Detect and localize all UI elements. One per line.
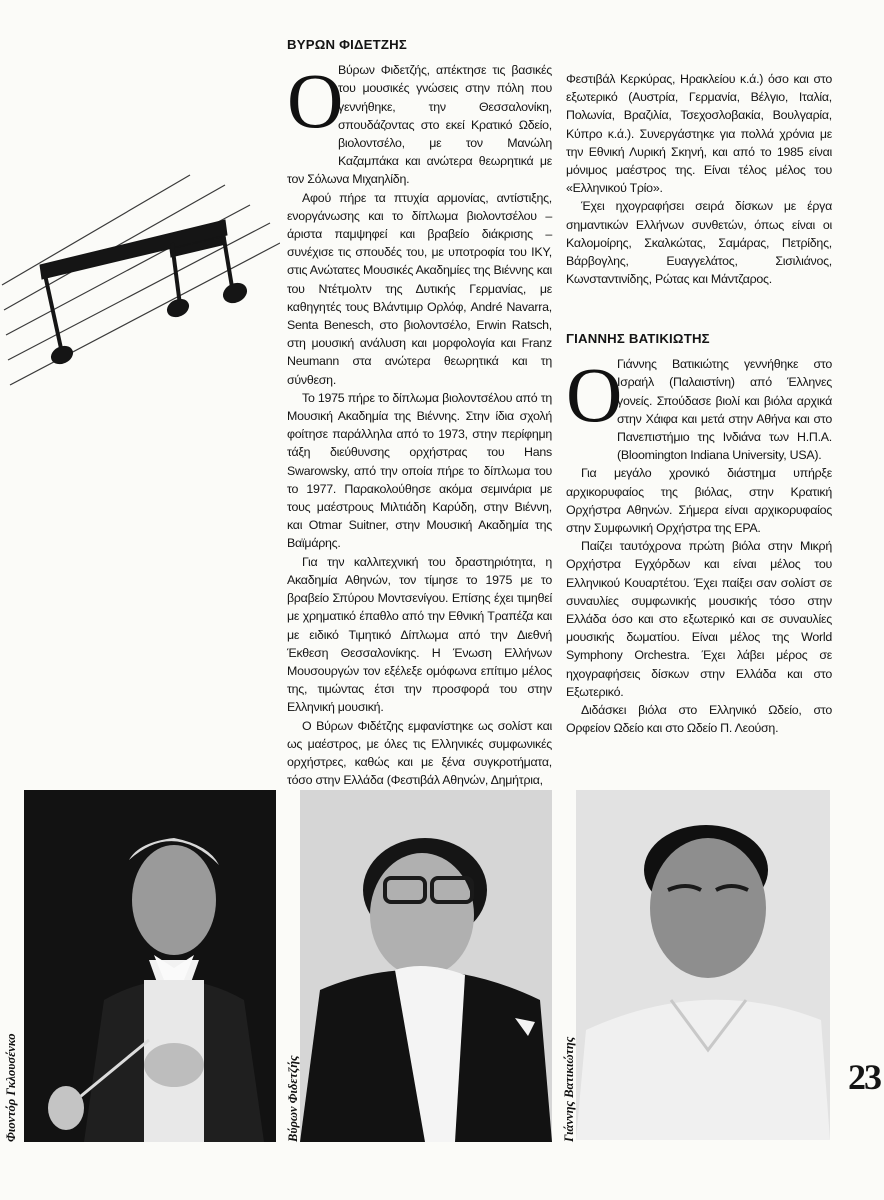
article-column-2 xyxy=(566,70,832,288)
paragraph: Διδάσκει βιόλα στο Ελληνικό Ωδείο, στο Ορφείον Ωδείο και στο Ωδείο Π. Λεούση. xyxy=(566,703,832,736)
photo-conductor xyxy=(24,790,276,1142)
photo-caption: Φιοντόρ Γκλουσένκο xyxy=(4,1033,18,1142)
paragraph: Βύρων Φιδετζής, απέκτησε τις βασικές του μουσικές γνώσεις στην πόλη που γεννήθηκε, την Θεσσαλονίκη, σπουδάζοντας στο εκεί Κρατικό Ωδείο, βιολοντσέλο, με τον Μανώλη Καζαμπάκα και ανώτερα θεωρητικά με τον Σόλωνα Μιχαηλίδη. xyxy=(287,63,552,187)
paragraph: Για την καλλιτεχνική του δραστηριότητα, η Ακαδημία Αθηνών, τον τίμησε το 1975 με το βραβείο Σπύρου Μοντσενίγου. Επίσης έχει τιμηθεί με χρηματικό έπαθλο από την Εθνική Τραπέζα και με ειδικό Τιμητικό Δίπλωμα από την Διεθνή Έκθεση Θεσσαλονίκης. Η Ένωση Ελλήνων Μουσουργών τον εξέλεξε ομόφωνα επίτιμο μέλος της, τιμώντας έτσι την προσφορά του στην Ελληνική μουσική. xyxy=(287,554,552,715)
article-column-1 xyxy=(287,36,552,789)
music-note-head xyxy=(165,296,192,320)
paragraph: Γιάννης Βατικιώτης γεννήθηκε στο Ισραήλ (Παλαιστίνη) από Έλληνες γονείς. Σπούδασε βιολί και βιόλα αρχικά στην Χάιφα και μετά στην Αθήνα και στο Πανεπιστήμιο της Ινδιάνα των Η.Π.Α. (Bloomington Indiana University, USA). xyxy=(617,357,832,463)
music-staff-illustration xyxy=(0,165,280,395)
paragraph: Για μεγάλο χρονικό διάστημα υπήρξε αρχικορυφαίος της βιόλας, στην Κρατική Ορχήστρα Αθηνών. Σήμερα είναι αρχικορυφαίος στην Συμφωνική Ορχήστρα της ΕΡΑ. xyxy=(566,466,832,536)
paragraph: Το 1975 πήρε το δίπλωμα βιολοντσέλου από τη Μουσική Ακαδημία της Βιέννης. Στην ίδια σχολή φοίτησε παράλληλα από το 1973, στην περίφημη τάξη διεύθυνσης ορχήστρας του Hans Swarowsky, από την οποία πήρε το δίπλωμα του το 1977. Παρακολούθησε ακόμα σεμινάρια με τους μαέστρους Μιλτιάδη Καρύδη, στην Βιέννη, και Otmar Suitner, στην Μουσική Ακαδημία της Βαϊμάρης. xyxy=(287,390,552,551)
paragraph: Ο Βύρων Φιδέτζης εμφανίστηκε ως σολίστ και ως μαέστρος, με όλες τις Ελληνικές συμφωνικές ορχήστρες, καθώς και με ξένα συγκροτήματα, τόσο στην Ελλάδα (Φεστιβάλ Αθηνών, Δημήτρια, xyxy=(287,718,552,788)
paragraph: Φεστιβάλ Κερκύρας, Ηρακλείου κ.ά.) όσο και στο εξωτερικό (Αυστρία, Γερμανία, Βέλγιο, Ιταλία, Πολωνία, Βραζιλία, Τσεχοσλοβακία, Βουλγαρία, Κύπρο κ.ά.). Συνεργάστηκε για πολλά χρόνια με την Εθνική Λυρική Σκηνή, και από το 1985 είναι μόνιμος μαέστρος της. Είναι τέλος μέλος του «Ελληνικού Τρίο». xyxy=(566,72,832,196)
page-number: 23 xyxy=(848,1057,880,1097)
article-heading-fidetzis: ΒΥΡΩΝ ΦΙΔΕΤΖΗΣ xyxy=(287,37,407,52)
paragraph: Αφού πήρε τα πτυχία αρμονίας, αντίστιξης, ενοργάνωσης και το δίπλωμα βιολοντσέλου – άριστα παμψηφεί και βραβείο διάκρισης – συνέχισε τις σπουδές του, με υποτροφία του ΙΚΥ, στις Ανώτατες Μουσικές Ακαδημίες της Βιέννης και του Ντέτμολτν της Δυτικής Γερμανίας, με καθηγητές τους Βλάντιμιρ Ορλόφ, André Navarra, Senta Benesch, στο βιολοντσέλο, Erwin Ratsch, στη μουσική ανάλυση και μορφολογία και Franz Neumann στα ανώτερα θεωρητικά και τη σύνθεση. xyxy=(287,190,552,387)
article-column-2b xyxy=(566,330,832,737)
article-heading-vatikiotis: ΓΙΑΝΝΗΣ ΒΑΤΙΚΙΩΤΗΣ xyxy=(566,331,710,346)
music-note-head xyxy=(49,343,76,367)
drop-cap: Ο xyxy=(287,57,344,145)
drop-cap: Ο xyxy=(566,351,623,439)
photo-caption: Γιάννης Βατικιώτης xyxy=(562,1036,576,1142)
photo-fidetzis xyxy=(300,790,552,1142)
photo-vatikiotis xyxy=(576,790,830,1140)
music-note-head xyxy=(220,280,249,306)
paragraph: Έχει ηχογραφήσει σειρά δίσκων με έργα σημαντικών Ελλήνων συνθετών, όπως είναι οι Καλομοίρης, Σκαλκώτας, Σαμάρας, Πετρίδης, Βάρβογλης, Ευαγγελάτος, Σισιλιάνος, Κωνσταντινίδης, Ρώτας και Μάντζαρος. xyxy=(566,199,832,287)
paragraph: Παίζει ταυτόχρονα πρώτη βιόλα στην Μικρή Ορχήστρα Εγχόρδων και είναι μέλος του Ελληνικού Κουαρτέτου. Έχει παίξει σαν σολίστ σε συναυλίες συμφωνικής μουσικής τόσο στην Ελλάδα όσο και στο εξωτερικό και σε συναυλίες μουσικής δωματίου. Είναι μέλος της World Symphony Orchestra. Έχει λάβει μέρος σε ηχογραφήσεις δίσκων στην Ελλάδα και στο Εξωτερικό. xyxy=(566,539,832,699)
photo-caption: Βύρων Φιδετζής xyxy=(286,1055,300,1142)
